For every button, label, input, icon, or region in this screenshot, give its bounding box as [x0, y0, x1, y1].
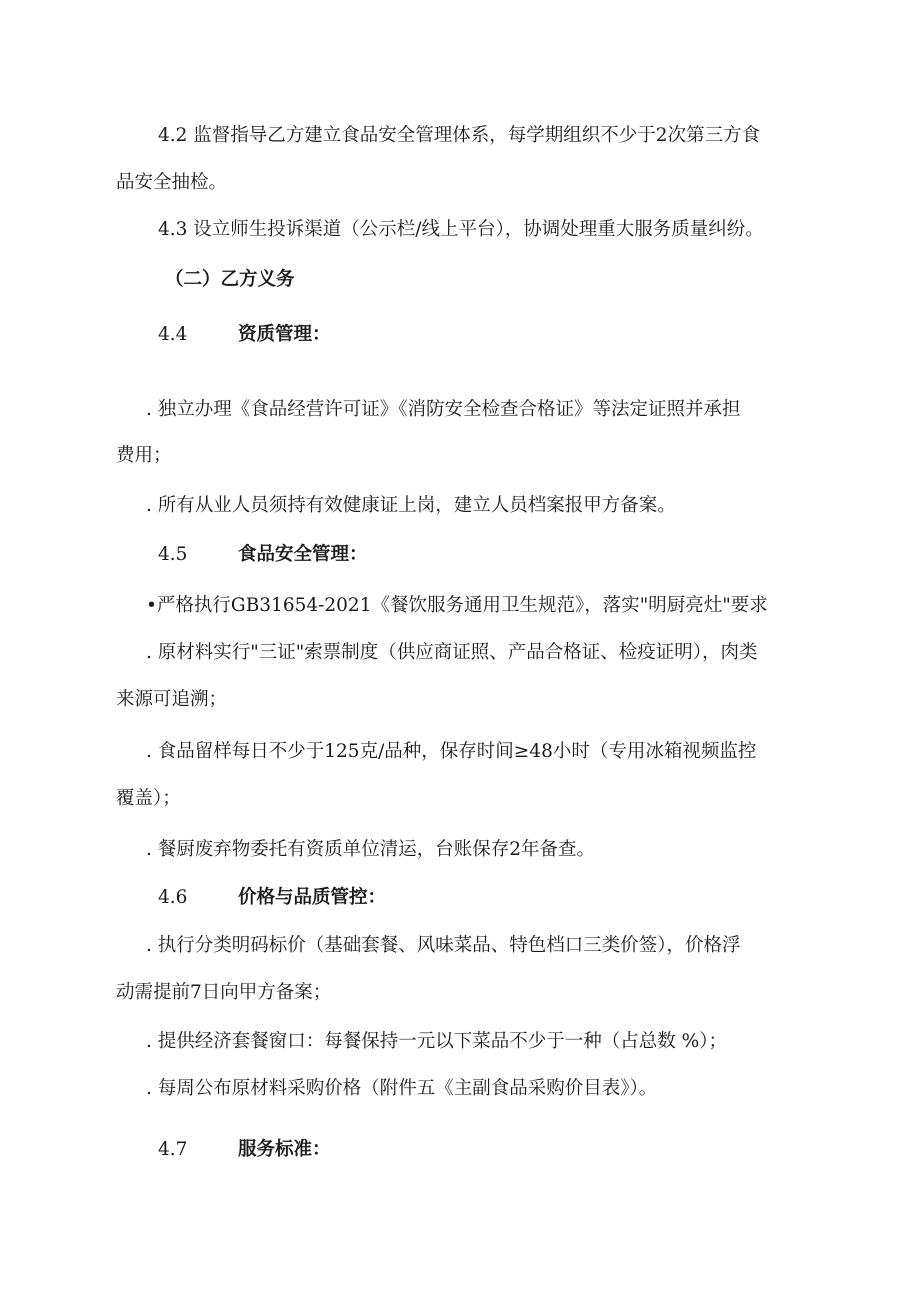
clause-4-5-item1: •严格执行GB31654-2021《餐饮服务通用卫生规范》，落实"明厨亮灶"要求 [146, 595, 768, 616]
clause-title: 价格与品质管控： [238, 887, 387, 908]
clause-4-2-line2: 品安全抽检。 [116, 172, 228, 193]
clause-4-5-heading [158, 543, 368, 567]
clause-4-5-item3-line1: . 食品留样每日不少于125克/品种，保存时间≥48小时（专用冰箱视频监控 [146, 741, 757, 762]
clause-4-7-heading [158, 1138, 331, 1162]
clause-4-4-heading [158, 323, 331, 347]
section-heading-party-b-obligations: （二）乙方义务 [165, 269, 295, 290]
clause-4-6-heading [158, 886, 386, 910]
clause-number: 4.5 [158, 544, 188, 565]
clause-4-5-item2-line1: . 原材料实行"三证"索票制度（供应商证照、产品合格证、检疫证明），肉类 [146, 642, 758, 663]
clause-4-2-line1: 4.2 监督指导乙方建立食品安全管理体系，每学期组织不少于2次第三方食 [158, 125, 761, 146]
clause-4-4-item1-line2: 费用； [116, 445, 172, 466]
clause-4-6-item2: . 提供经济套餐窗口：每餐保持一元以下菜品不少于一种（占总数 %）； [146, 1031, 727, 1052]
clause-4-5-item2-line2: 来源可追溯； [116, 689, 228, 710]
clause-4-5-item3-line2: 覆盖）； [116, 788, 181, 809]
clause-4-5-item4: . 餐厨废弃物委托有资质单位清运，台账保存2年备查。 [146, 839, 596, 860]
clause-title: 资质管理： [238, 324, 331, 345]
clause-4-4-item2: . 所有从业人员须持有效健康证上岗，建立人员档案报甲方备案。 [146, 495, 676, 516]
clause-title: 食品安全管理： [238, 544, 368, 565]
clause-4-3: 4.3 设立师生投诉渠道（公示栏/线上平台），协调处理重大服务质量纠纷。 [158, 219, 764, 240]
clause-4-6-item3: . 每周公布原材料采购价格（附件五《主副食品采购价目表》）。 [146, 1078, 658, 1099]
clause-number: 4.6 [158, 887, 188, 908]
clause-4-6-item1-line2: 动需提前7日向甲方备案； [116, 982, 332, 1003]
clause-4-6-item1-line1: . 执行分类明码标价（基础套餐、风味菜品、特色档口三类价签），价格浮 [146, 935, 741, 956]
clause-number: 4.7 [158, 1139, 188, 1160]
clause-title: 服务标准： [238, 1139, 331, 1160]
clause-4-4-item1-line1: . 独立办理《食品经营许可证》《消防安全检查合格证》等法定证照并承担 [146, 399, 741, 420]
clause-number: 4.4 [158, 324, 188, 345]
